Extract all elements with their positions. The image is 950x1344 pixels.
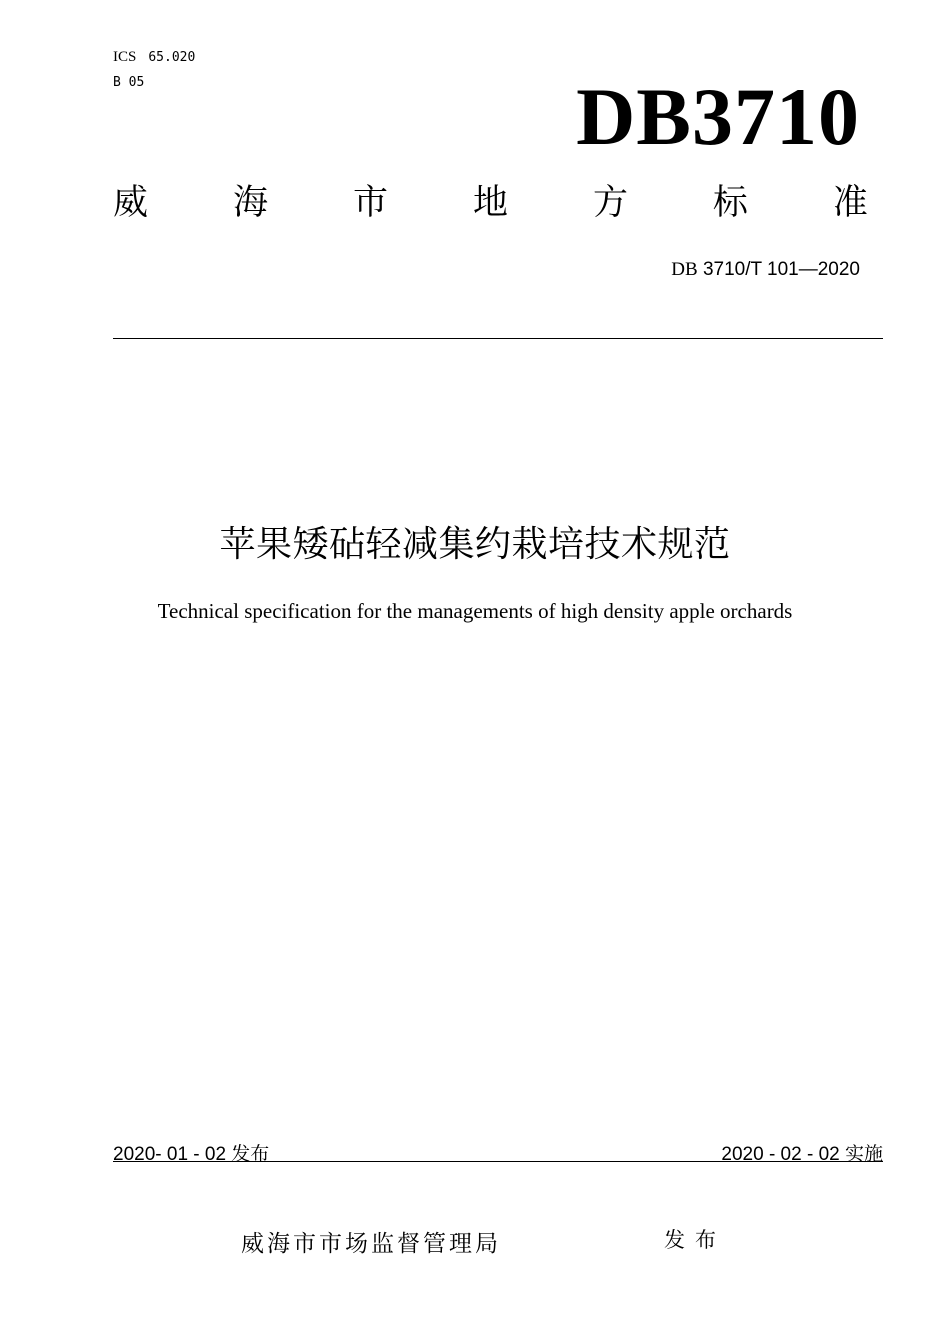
- footer-divider: [113, 1161, 883, 1162]
- document-title-en: Technical specification for the managements of high density apple orchards: [157, 599, 793, 623]
- category-char: 海: [232, 183, 268, 223]
- issue-label: 发布: [664, 1228, 726, 1252]
- ics-number: 65.020: [148, 50, 196, 65]
- issuing-authority: 威海市市场监督管理局: [241, 1231, 501, 1257]
- category-char: 标: [712, 183, 748, 223]
- implement-date: 2020 - 02 - 02 实施: [721, 1144, 883, 1165]
- standard-number-rest: 3710/T 101—2020: [702, 259, 860, 280]
- category-char: 方: [592, 183, 628, 223]
- category-char: 威: [113, 183, 149, 223]
- standard-number-prefix: DB: [671, 259, 698, 280]
- ics-code: [113, 49, 195, 66]
- category-char: 市: [352, 183, 388, 223]
- category-char: 地: [472, 183, 508, 223]
- classification-code: B 05: [113, 75, 145, 90]
- standard-category: [113, 183, 868, 223]
- standard-number: [671, 259, 860, 281]
- ics-label: ICS: [113, 49, 137, 65]
- publish-date: 2020- 01 - 02 发布: [113, 1144, 270, 1165]
- document-title-cn: 苹果矮砧轻减集约栽培技术规范: [219, 524, 731, 565]
- category-char: 准: [832, 183, 868, 223]
- standard-code-big: DB3710: [576, 71, 860, 162]
- header-divider: [113, 338, 883, 339]
